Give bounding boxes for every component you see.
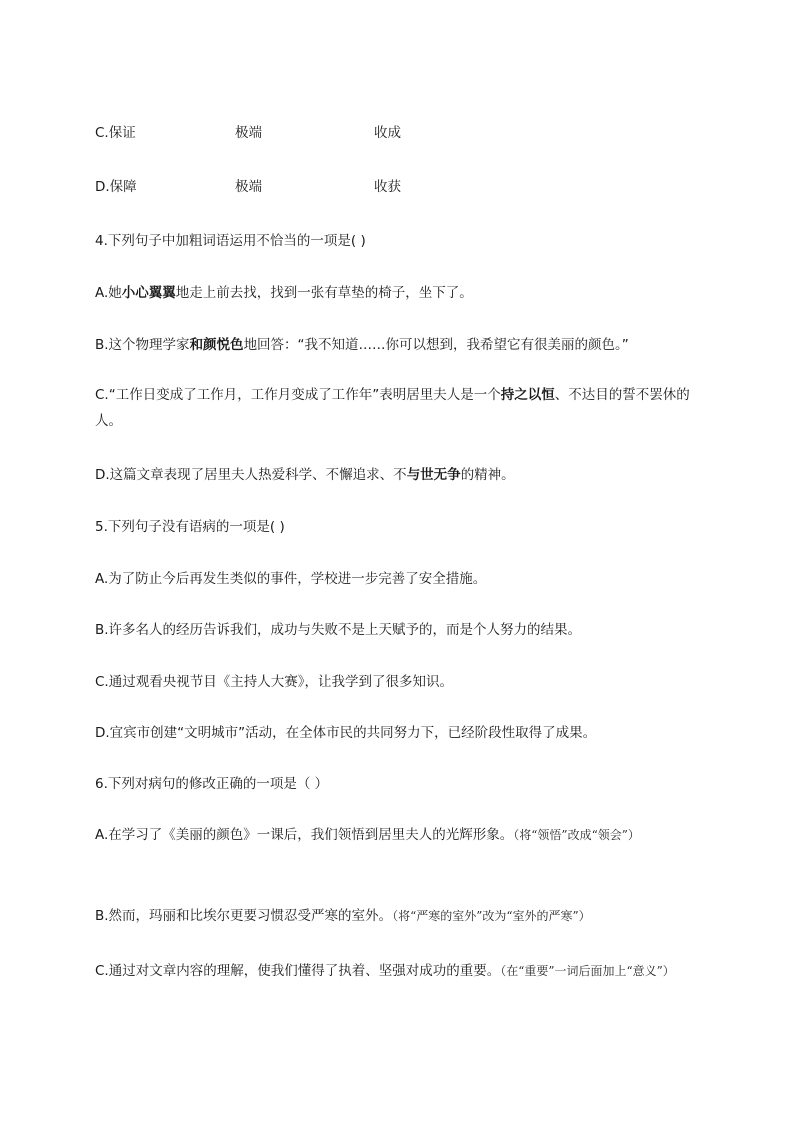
question-6-option-a <box>95 822 703 848</box>
option-word: 收成 <box>374 125 401 141</box>
question-5-option-b: B.许多名人的经历告诉我们，成功与失败不是上天赋予的，而是个人努力的结果。 <box>95 622 582 638</box>
question-6-option-c <box>95 958 703 984</box>
bold-word: 和颜悦色 <box>189 337 244 353</box>
text-segment: D.这篇文章表现了居里夫人热爱科学、不懈追求、不 <box>95 467 407 483</box>
revision-note: （将“严寒的室外”改为“室外的严寒”） <box>392 909 591 923</box>
question-5-option-c: C.通过观看央视节目《主持人大赛》，让我学到了很多知识。 <box>95 674 453 690</box>
question-5-stem: 5.下列句子没有语病的一项是( ) <box>95 519 285 535</box>
question-4-stem: 4.下列句子中加粗词语运用不恰当的一项是( ) <box>95 233 366 249</box>
text-segment: B.这个物理学家 <box>95 337 190 353</box>
question-5-option-d: D.宜宾市创建“文明城市”活动，在全体市民的共同努力下，已经阶段性取得了成果。 <box>95 725 597 741</box>
bold-word: 持之以恒 <box>500 387 555 403</box>
text-segment: C.通过对文章内容的理解，使我们懂得了执着、坚强对成功的重要。 <box>95 963 501 979</box>
option-label: D.保障 <box>95 179 137 195</box>
bold-word: 与世无争 <box>406 467 461 483</box>
text-segment: A.她 <box>95 285 122 301</box>
option-word: 极端 <box>235 179 262 195</box>
bold-word: 小心翼翼 <box>121 285 176 301</box>
text-segment: B.然而，玛丽和比埃尔更要习惯忍受严寒的室外。 <box>95 908 393 924</box>
text-segment: 地走上前去找，找到一张有草垫的椅子，坐下了。 <box>175 285 473 301</box>
revision-note: （在“重要”一词后面加上“意义”） <box>500 964 675 978</box>
text-segment: A.在学习了《美丽的颜色》一课后，我们领悟到居里夫人的光辉形象。 <box>95 827 514 843</box>
text-segment: 、不达目的誓不罢休的人。 <box>95 387 690 429</box>
question-5-option-a: A.为了防止今后再发生类似的事件，学校进一步完善了安全措施。 <box>95 571 487 587</box>
option-word: 收获 <box>374 179 401 195</box>
question-6-option-b <box>95 906 703 926</box>
text-segment: 地回答：“我不知道……你可以想到，我希望它有很美丽的颜色。” <box>243 337 629 353</box>
text-segment: 的精神。 <box>460 467 515 483</box>
option-label: C.保证 <box>95 125 136 141</box>
revision-note: （将“领悟”改成“领会”） <box>513 828 640 842</box>
question-4-option-d <box>95 465 703 485</box>
question-4-option-c <box>95 382 703 434</box>
option-word: 极端 <box>235 125 262 141</box>
question-4-option-b <box>95 335 703 355</box>
question-4-option-a <box>95 283 703 303</box>
text-segment: C.“工作日变成了工作月，工作月变成了工作年”表明居里夫人是一个 <box>95 387 501 403</box>
question-6-stem: 6.下列对病句的修改正确的一项是（ ） <box>95 776 329 792</box>
